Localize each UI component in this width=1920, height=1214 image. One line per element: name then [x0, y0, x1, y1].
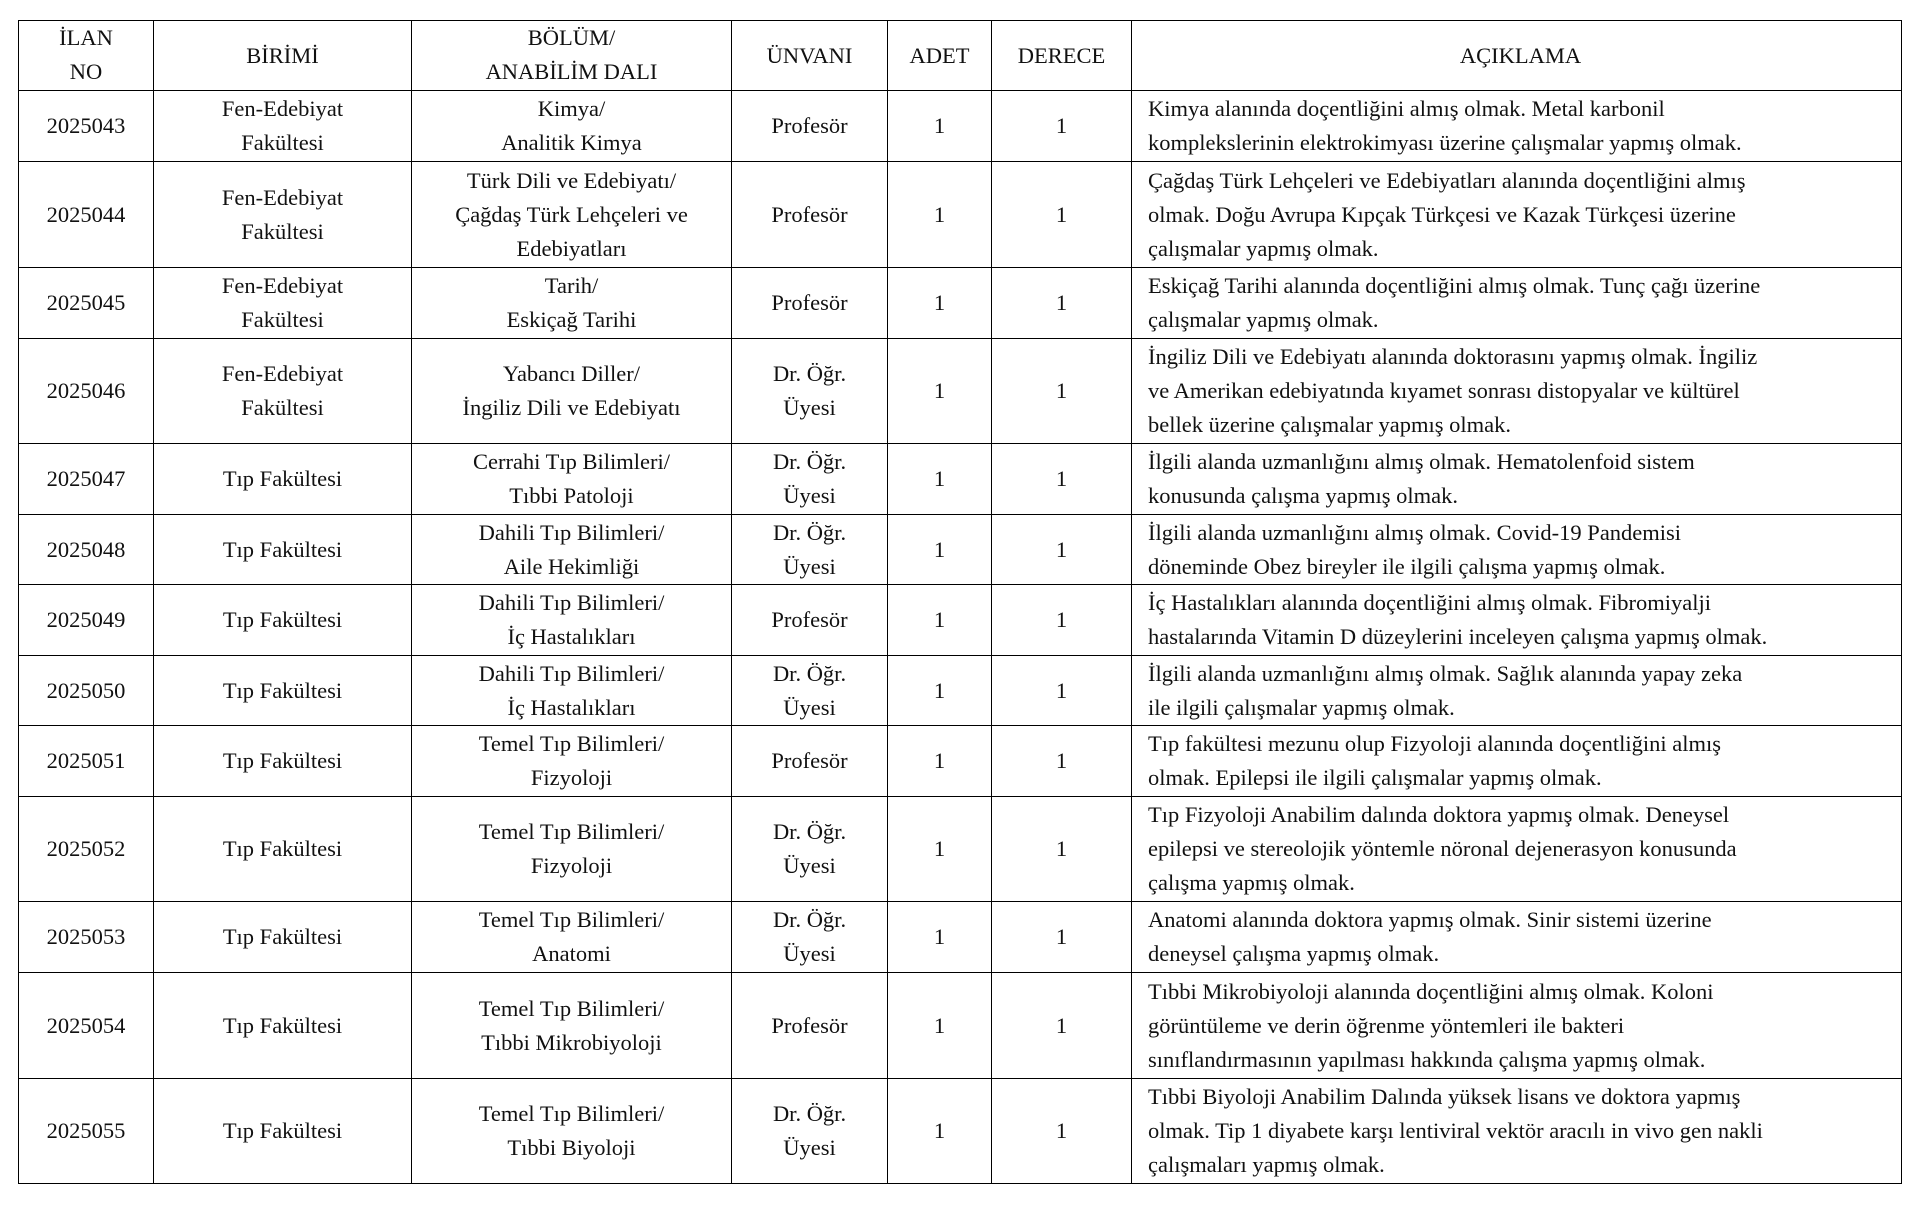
cell-ilan-no: 2025047	[19, 444, 154, 515]
table-row	[19, 973, 1902, 1079]
cell-adet: 1	[888, 339, 992, 444]
table-row	[19, 1079, 1902, 1184]
cell-unvani: Profesör	[732, 585, 888, 656]
cell-adet: 1	[888, 973, 992, 1079]
cell-unvani: Dr. Öğr. Üyesi	[732, 339, 888, 444]
cell-unvani: Dr. Öğr. Üyesi	[732, 902, 888, 973]
cell-ilan-no: 2025050	[19, 656, 154, 726]
table-row	[19, 902, 1902, 973]
cell-unvani: Dr. Öğr. Üyesi	[732, 515, 888, 585]
cell-ilan-no: 2025045	[19, 268, 154, 339]
cell-adet: 1	[888, 268, 992, 339]
cell-bolum: Temel Tıp Bilimleri/ Tıbbi Mikrobiyoloji	[412, 973, 732, 1079]
cell-ilan-no: 2025051	[19, 726, 154, 797]
cell-aciklama: Tıp Fizyoloji Anabilim dalında doktora yapmış olmak. Deneysel epilepsi ve stereolojik yöntemle nöronal dejenerasyon konusunda çalışma yapmış olmak.	[1132, 797, 1902, 902]
cell-derece: 1	[992, 797, 1132, 902]
cell-adet: 1	[888, 162, 992, 268]
cell-bolum: Dahili Tıp Bilimleri/ İç Hastalıkları	[412, 656, 732, 726]
cell-aciklama: İlgili alanda uzmanlığını almış olmak. Hematolenfoid sistem konusunda çalışma yapmış olmak.	[1132, 444, 1902, 515]
header-birimi: BİRİMİ	[154, 21, 412, 91]
cell-ilan-no: 2025048	[19, 515, 154, 585]
cell-birimi: Tıp Fakültesi	[154, 726, 412, 797]
cell-ilan-no: 2025054	[19, 973, 154, 1079]
cell-adet: 1	[888, 656, 992, 726]
header-unvani: ÜNVANI	[732, 21, 888, 91]
job-postings-table	[18, 20, 1902, 1184]
cell-aciklama: Anatomi alanında doktora yapmış olmak. Sinir sistemi üzerine deneysel çalışma yapmış olmak.	[1132, 902, 1902, 973]
cell-bolum: Kimya/ Analitik Kimya	[412, 91, 732, 162]
cell-unvani: Profesör	[732, 973, 888, 1079]
cell-unvani: Dr. Öğr. Üyesi	[732, 1079, 888, 1184]
header-bolum: BÖLÜM/ ANABİLİM DALI	[412, 21, 732, 91]
cell-aciklama: İlgili alanda uzmanlığını almış olmak. Covid-19 Pandemisi döneminde Obez bireyler ile ilgili çalışma yapmış olmak.	[1132, 515, 1902, 585]
table-row	[19, 162, 1902, 268]
header-ilan-no: İLAN NO	[19, 21, 154, 91]
header-row	[19, 21, 1902, 91]
header-derece: DERECE	[992, 21, 1132, 91]
cell-birimi: Tıp Fakültesi	[154, 656, 412, 726]
cell-unvani: Profesör	[732, 162, 888, 268]
cell-bolum: Türk Dili ve Edebiyatı/ Çağdaş Türk Lehçeleri ve Edebiyatları	[412, 162, 732, 268]
cell-unvani: Profesör	[732, 268, 888, 339]
cell-adet: 1	[888, 726, 992, 797]
cell-derece: 1	[992, 902, 1132, 973]
cell-aciklama: Tıbbi Biyoloji Anabilim Dalında yüksek lisans ve doktora yapmış olmak. Tip 1 diyabete karşı lentiviral vektör aracılı in vivo gen nakli çalışmaları yapmış olmak.	[1132, 1079, 1902, 1184]
table-body	[19, 91, 1902, 1184]
table-row	[19, 797, 1902, 902]
cell-birimi: Fen-Edebiyat Fakültesi	[154, 339, 412, 444]
cell-derece: 1	[992, 585, 1132, 656]
cell-birimi: Fen-Edebiyat Fakültesi	[154, 162, 412, 268]
cell-aciklama: Tıp fakültesi mezunu olup Fizyoloji alanında doçentliğini almış olmak. Epilepsi ile ilgili çalışmalar yapmış olmak.	[1132, 726, 1902, 797]
table-row	[19, 268, 1902, 339]
cell-derece: 1	[992, 268, 1132, 339]
table-row	[19, 91, 1902, 162]
table-row	[19, 339, 1902, 444]
cell-derece: 1	[992, 515, 1132, 585]
cell-unvani: Profesör	[732, 91, 888, 162]
cell-aciklama: Çağdaş Türk Lehçeleri ve Edebiyatları alanında doçentliğini almış olmak. Doğu Avrupa Kıpçak Türkçesi ve Kazak Türkçesi üzerine çalışmalar yapmış olmak.	[1132, 162, 1902, 268]
table-row	[19, 515, 1902, 585]
cell-adet: 1	[888, 91, 992, 162]
cell-ilan-no: 2025043	[19, 91, 154, 162]
cell-derece: 1	[992, 726, 1132, 797]
cell-derece: 1	[992, 444, 1132, 515]
table-row	[19, 726, 1902, 797]
cell-aciklama: İngiliz Dili ve Edebiyatı alanında doktorasını yapmış olmak. İngiliz ve Amerikan edebiyatında kıyamet sonrası distopyalar ve kültürel bellek üzerine çalışmalar yapmış olmak.	[1132, 339, 1902, 444]
cell-unvani: Profesör	[732, 726, 888, 797]
cell-birimi: Tıp Fakültesi	[154, 973, 412, 1079]
cell-ilan-no: 2025049	[19, 585, 154, 656]
cell-bolum: Dahili Tıp Bilimleri/ İç Hastalıkları	[412, 585, 732, 656]
cell-unvani: Dr. Öğr. Üyesi	[732, 797, 888, 902]
cell-ilan-no: 2025052	[19, 797, 154, 902]
cell-bolum: Tarih/ Eskiçağ Tarihi	[412, 268, 732, 339]
cell-birimi: Tıp Fakültesi	[154, 902, 412, 973]
cell-adet: 1	[888, 585, 992, 656]
cell-aciklama: Tıbbi Mikrobiyoloji alanında doçentliğini almış olmak. Koloni görüntüleme ve derin öğrenme yöntemleri ile bakteri sınıflandırmasının yapılması hakkında çalışma yapmış olmak.	[1132, 973, 1902, 1079]
cell-derece: 1	[992, 91, 1132, 162]
cell-bolum: Temel Tıp Bilimleri/ Fizyoloji	[412, 797, 732, 902]
cell-birimi: Tıp Fakültesi	[154, 515, 412, 585]
cell-birimi: Fen-Edebiyat Fakültesi	[154, 91, 412, 162]
cell-aciklama: İlgili alanda uzmanlığını almış olmak. Sağlık alanında yapay zeka ile ilgili çalışmalar yapmış olmak.	[1132, 656, 1902, 726]
cell-bolum: Temel Tıp Bilimleri/ Fizyoloji	[412, 726, 732, 797]
table-row	[19, 585, 1902, 656]
cell-aciklama: Eskiçağ Tarihi alanında doçentliğini almış olmak. Tunç çağı üzerine çalışmalar yapmış olmak.	[1132, 268, 1902, 339]
cell-birimi: Tıp Fakültesi	[154, 444, 412, 515]
header-adet: ADET	[888, 21, 992, 91]
cell-adet: 1	[888, 515, 992, 585]
cell-ilan-no: 2025044	[19, 162, 154, 268]
cell-aciklama: İç Hastalıkları alanında doçentliğini almış olmak. Fibromiyalji hastalarında Vitamin D düzeylerini inceleyen çalışma yapmış olmak.	[1132, 585, 1902, 656]
cell-aciklama: Kimya alanında doçentliğini almış olmak. Metal karbonil komplekslerinin elektrokimyası üzerine çalışmalar yapmış olmak.	[1132, 91, 1902, 162]
cell-derece: 1	[992, 1079, 1132, 1184]
cell-bolum: Cerrahi Tıp Bilimleri/ Tıbbi Patoloji	[412, 444, 732, 515]
cell-derece: 1	[992, 162, 1132, 268]
cell-unvani: Dr. Öğr. Üyesi	[732, 444, 888, 515]
header-aciklama: AÇIKLAMA	[1132, 21, 1902, 91]
cell-derece: 1	[992, 973, 1132, 1079]
cell-adet: 1	[888, 902, 992, 973]
cell-bolum: Temel Tıp Bilimleri/ Tıbbi Biyoloji	[412, 1079, 732, 1184]
table-row	[19, 656, 1902, 726]
cell-bolum: Yabancı Diller/ İngiliz Dili ve Edebiyatı	[412, 339, 732, 444]
cell-ilan-no: 2025055	[19, 1079, 154, 1184]
cell-birimi: Fen-Edebiyat Fakültesi	[154, 268, 412, 339]
cell-adet: 1	[888, 1079, 992, 1184]
cell-adet: 1	[888, 444, 992, 515]
cell-bolum: Dahili Tıp Bilimleri/ Aile Hekimliği	[412, 515, 732, 585]
cell-birimi: Tıp Fakültesi	[154, 1079, 412, 1184]
cell-adet: 1	[888, 797, 992, 902]
cell-derece: 1	[992, 339, 1132, 444]
cell-ilan-no: 2025046	[19, 339, 154, 444]
cell-birimi: Tıp Fakültesi	[154, 585, 412, 656]
table-row	[19, 444, 1902, 515]
cell-derece: 1	[992, 656, 1132, 726]
cell-birimi: Tıp Fakültesi	[154, 797, 412, 902]
cell-bolum: Temel Tıp Bilimleri/ Anatomi	[412, 902, 732, 973]
cell-unvani: Dr. Öğr. Üyesi	[732, 656, 888, 726]
cell-ilan-no: 2025053	[19, 902, 154, 973]
